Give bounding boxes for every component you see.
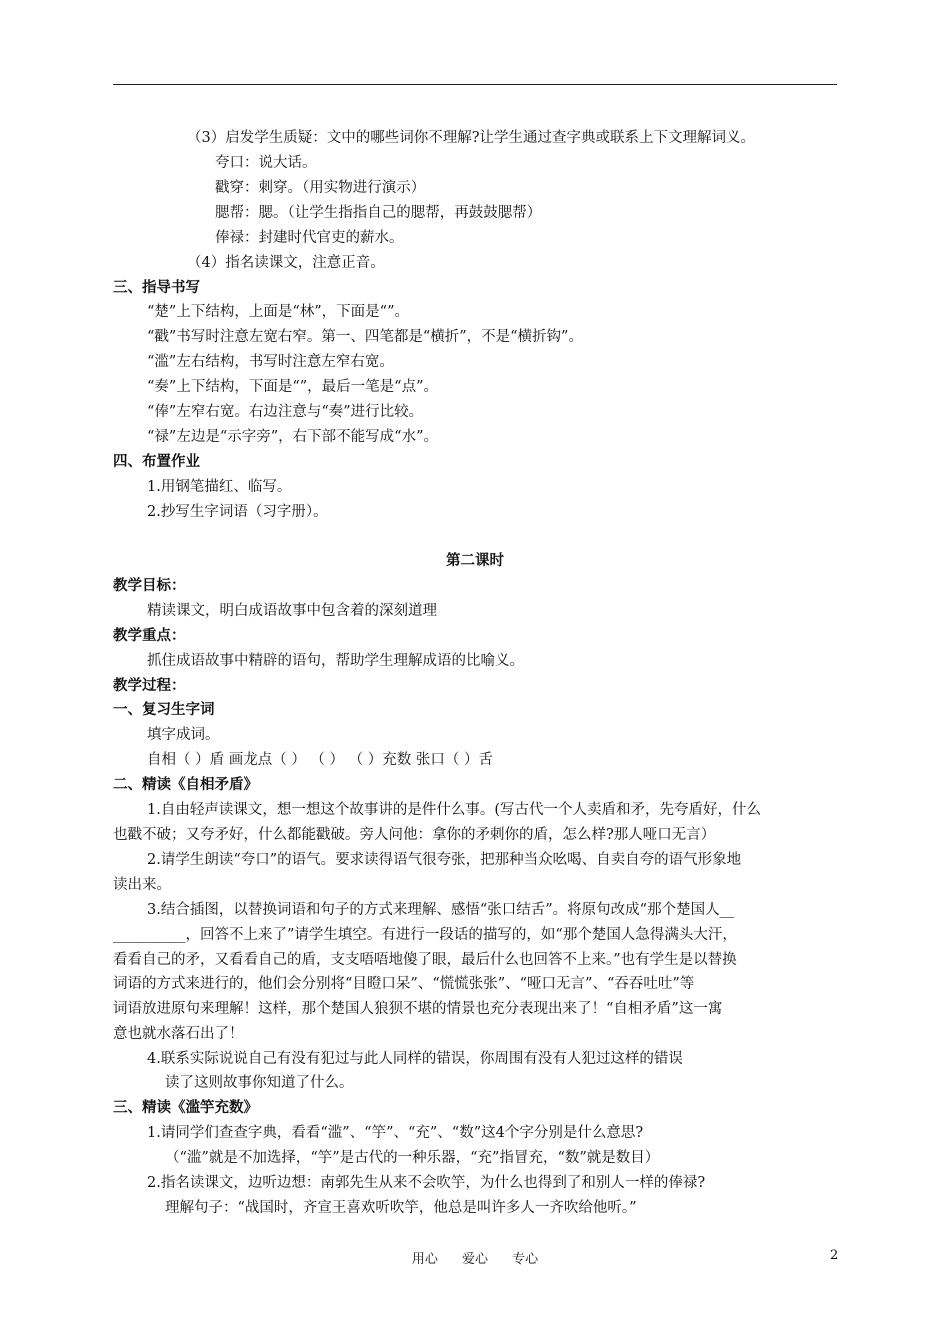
text-line: “滥”左右结构，书写时注意左窄右宽。 [147,354,394,370]
footer-motto-item: 爱心 [461,1252,488,1267]
text-line: 1.请同学们查查字典，看看“滥”、“竽”、“充”、“数”这4个字分别是什么意思? [147,1125,644,1141]
text-line: 3.结合插图，以替换词语和句子的方式来理解、感悟“张口结舌”。将原句改成“那个楚国人__ [147,902,735,918]
text-line: “禄”左边是“示字旁”，右下部不能写成“水”。 [147,429,438,445]
text-line: 腮帮：腮。（让学生指指自己的腮帮，再鼓鼓腮帮） [215,205,542,221]
text-line: “俸”左窄右宽。右边注意与“奏”进行比较。 [147,404,424,420]
text-line: 精读课文，明白成语故事中包含着的深刻道理 [147,603,437,619]
header-rule [113,84,837,85]
text-line: （3）启发学生质疑：文中的哪些词你不理解?让学生通过查字典或联系上下文理解词义。 [187,130,755,146]
text-line: （“滥”就是不加选择，“竽”是古代的一种乐器，“充”指冒充，“数”就是数目） [165,1150,660,1166]
section-heading: 四、布置作业 [113,453,200,470]
text-line: 抓住成语故事中精辟的语句，帮助学生理解成语的比喻义。 [147,653,524,669]
text-line: 1.用钢笔描红、临写。 [147,479,292,495]
text-line: 自相（ ）盾 画龙点（ ） （ ） （ ）充数 张口（ ）舌 [147,752,493,768]
text-line: 戳穿：刺穿。（用实物进行演示） [215,180,426,196]
section-heading: 二、精读《自相矛盾》 [113,776,258,793]
text-line: 理解句子：“战国时，齐宣王喜欢听吹竽，他总是叫许多人一齐吹给他听。” [165,1200,637,1216]
section-heading: 三、指导书写 [113,279,200,296]
text-line: 意也就水落石出了！ [113,1026,244,1042]
section-heading: 教学过程： [113,677,186,694]
text-line: 1.自由轻声读课文，想一想这个故事讲的是件什么事。(写古代一个人卖盾和矛，先夸盾好，什么 [147,802,761,818]
text-line: 读出来。 [113,877,171,893]
text-line: 2.抄写生字词语（习字册）。 [147,504,328,520]
text-line: 4.联系实际说说自己有没有犯过与此人同样的错误，你周围有没有人犯过这样的错误 [147,1051,683,1067]
text-line: “奏”上下结构，下面是“”，最后一笔是“点”。 [147,379,438,395]
lesson-title: 第二课时 [446,552,504,569]
text-line: 俸禄：封建时代官吏的薪水。 [215,230,404,246]
text-line: 夸口：说大话。 [215,155,317,171]
text-line: （4）指名读课文，注意正音。 [187,255,385,271]
text-line: “楚”上下结构，上面是“林”，下面是“”。 [147,304,409,320]
section-heading: 教学重点： [113,627,186,644]
text-line: 读了这则故事你知道了什么。 [165,1075,354,1091]
section-heading: 教学目标： [113,577,186,594]
text-line: __________，回答不上来了”请学生填空。有进行一段话的描写的，如“那个楚国人急得满头大汗， [113,927,737,943]
page-footer [0,1248,950,1267]
section-heading: 三、精读《滥竽充数》 [113,1099,258,1116]
page-number: 2 [830,1248,839,1263]
text-line: “戳”书写时注意左宽右窄。第一、四笔都是“横折”，不是“横折钩”。 [147,329,583,345]
section-heading: 一、复习生字词 [113,701,215,718]
text-line: 也戳不破；又夸矛好，什么都能戳破。旁人问他：拿你的矛刺你的盾，怎么样?那人哑口无言） [113,827,716,843]
text-line: 看看自己的矛，又看看自己的盾，支支唔唔地傻了眼，最后什么也回答不上来。”也有学生是以替换 [113,952,737,968]
text-line: 词语的方式来进行的，他们会分别将“目瞪口呆”、“慌慌张张”、“哑口无言”、“吞吞吐吐”等 [113,976,695,992]
footer-motto-item: 用心 [411,1252,438,1267]
footer-motto-item: 专心 [512,1252,539,1267]
text-line: 词语放进原句来理解！这样，那个楚国人狼狈不堪的情景也充分表现出来了！“自相矛盾”这一寓 [113,1001,723,1017]
text-line: 2.请学生朗读“夸口”的语气。要求读得语气很夸张，把那种当众吆喝、自卖自夸的语气形象地 [147,852,742,868]
text-line: 填字成词。 [147,727,220,743]
text-line: 2.指名读课文，边听边想：南郭先生从来不会吹竽，为什么也得到了和别人一样的俸禄? [147,1175,706,1191]
